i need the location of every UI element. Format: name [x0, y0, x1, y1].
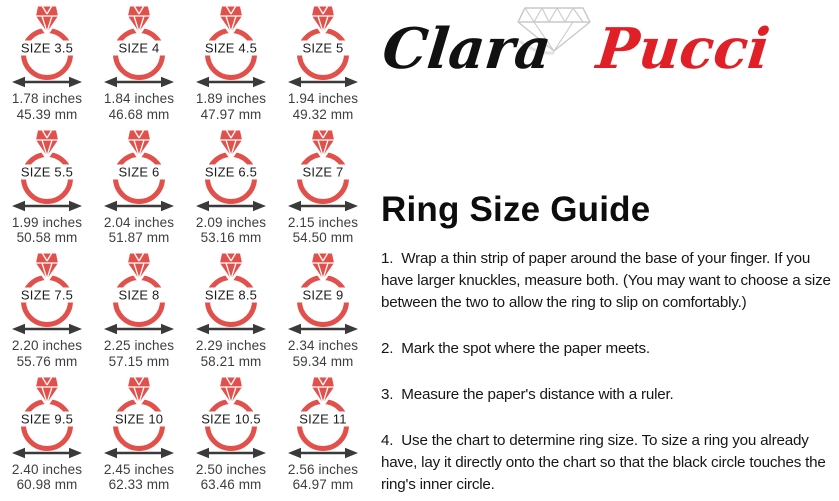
diameter-measurement: [1, 215, 93, 246]
diamond-ring-icon: [1, 127, 93, 213]
diamond-ring-icon: [185, 374, 277, 460]
size-label: SIZE 8: [118, 287, 160, 303]
diamond-ring-icon: [1, 3, 93, 89]
ring-size-cell: [185, 374, 277, 498]
size-label: SIZE 5: [302, 40, 344, 56]
diameter-mm: 64.97 mm: [292, 477, 354, 492]
diameter-mm: 53.16 mm: [200, 230, 262, 245]
diameter-mm: 63.46 mm: [200, 477, 262, 492]
diameter-mm: 60.98 mm: [16, 477, 78, 492]
brand-logo: [379, 0, 839, 110]
diamond-ring-icon: [93, 374, 185, 460]
diamond-ring-icon: [93, 3, 185, 89]
ring-size-cell: [185, 3, 277, 127]
diameter-measurement: [277, 338, 369, 369]
diamond-ring-icon: [277, 374, 369, 460]
diameter-mm: 54.50 mm: [292, 230, 354, 245]
size-label: SIZE 7.5: [20, 287, 74, 303]
step-text: Use the chart to determine ring size. To size a ring you already have, lay it directly onto the chart so that the black circle touches the ring's inner circle.: [381, 432, 826, 493]
diameter-measurement: [93, 91, 185, 122]
diameter-inches: 2.45 inches: [103, 461, 175, 477]
diameter-inches: 2.04 inches: [103, 214, 175, 230]
diameter-measurement: [93, 215, 185, 246]
size-label: SIZE 4.5: [204, 40, 258, 56]
diameter-measurement: [185, 338, 277, 369]
instruction-step-4: [381, 430, 839, 496]
diameter-measurement: [277, 462, 369, 493]
step-number: 4.: [381, 432, 394, 449]
size-label: SIZE 6.5: [204, 164, 258, 179]
ring-size-cell: [277, 374, 369, 498]
diamond-ring-icon: [277, 127, 369, 213]
diamond-ring-icon: [277, 3, 369, 89]
ring-size-cell: [1, 3, 93, 127]
ring-size-cell: [93, 250, 185, 374]
diameter-mm: 55.76 mm: [16, 353, 78, 369]
ring-size-cell: [277, 127, 369, 251]
info-panel: [379, 0, 839, 501]
diameter-measurement: [185, 91, 277, 122]
ring-size-cell: [93, 3, 185, 127]
diameter-inches: 2.09 inches: [195, 214, 267, 230]
instruction-step-3: [381, 384, 839, 406]
step-number: 3.: [381, 386, 394, 403]
diameter-inches: 2.25 inches: [103, 338, 175, 353]
ring-size-cell: [1, 250, 93, 374]
diameter-inches: 2.40 inches: [11, 461, 83, 477]
diameter-measurement: [277, 215, 369, 246]
diameter-inches: 2.50 inches: [195, 461, 267, 477]
diameter-measurement: [93, 338, 185, 369]
step-text: Measure the paper's distance with a ruler.: [401, 386, 674, 403]
ring-size-cell: [93, 374, 185, 498]
diamond-ring-icon: [93, 127, 185, 213]
brand-name-pucci: Pucci: [593, 16, 773, 82]
step-text: Mark the spot where the paper meets.: [401, 340, 650, 357]
diamond-ring-icon: [185, 250, 277, 336]
diameter-measurement: [185, 215, 277, 246]
size-label: SIZE 10.5: [201, 411, 261, 426]
diameter-mm: 62.33 mm: [108, 477, 170, 492]
size-label: SIZE 11: [299, 411, 347, 426]
diameter-mm: 45.39 mm: [16, 106, 78, 122]
size-label: SIZE 10: [114, 411, 164, 426]
size-label: SIZE 9: [302, 287, 344, 303]
diameter-mm: 59.34 mm: [292, 353, 354, 369]
diameter-measurement: [1, 462, 93, 493]
diameter-inches: 1.89 inches: [195, 91, 267, 106]
diameter-inches: 2.20 inches: [11, 338, 83, 353]
brand-name-clara: Clara: [379, 16, 555, 82]
diamond-ring-icon: [185, 3, 277, 89]
diameter-mm: 57.15 mm: [108, 353, 170, 369]
size-label: SIZE 3.5: [20, 40, 74, 56]
diamond-ring-icon: [1, 250, 93, 336]
diameter-inches: 2.15 inches: [287, 214, 359, 230]
diameter-measurement: [185, 462, 277, 493]
ring-size-cell: [277, 250, 369, 374]
diameter-inches: 1.94 inches: [287, 91, 359, 106]
diameter-measurement: [1, 338, 93, 369]
step-number: 2.: [381, 340, 394, 357]
diameter-inches: 2.56 inches: [287, 461, 359, 477]
ring-size-cell: [93, 127, 185, 251]
ring-size-cell: [185, 127, 277, 251]
size-label: SIZE 7: [302, 164, 344, 179]
ring-size-cell: [1, 374, 93, 498]
diamond-ring-icon: [277, 250, 369, 336]
instruction-step-2: [381, 338, 839, 360]
diamond-ring-icon: [1, 374, 93, 460]
ring-size-cell: [1, 127, 93, 251]
page-title: Ring Size Guide: [381, 190, 651, 229]
step-text: Wrap a thin strip of paper around the base of your finger. If you have larger knuckles, measure both. (You may want to choose a size between the two to allow the ring to slip on comfortably.): [381, 250, 831, 311]
diameter-mm: 46.68 mm: [108, 106, 170, 122]
diameter-inches: 1.78 inches: [11, 91, 83, 106]
ring-size-cell: [185, 250, 277, 374]
diameter-inches: 2.29 inches: [195, 338, 267, 353]
diamond-ring-icon: [185, 127, 277, 213]
instruction-steps: [381, 248, 839, 501]
instruction-step-1: [381, 248, 839, 314]
size-label: SIZE 5.5: [20, 164, 74, 179]
diameter-mm: 51.87 mm: [108, 230, 170, 245]
ring-size-cell: [277, 3, 369, 127]
diameter-measurement: [1, 91, 93, 122]
diameter-measurement: [277, 91, 369, 122]
diameter-inches: 2.34 inches: [287, 338, 359, 353]
diameter-mm: 47.97 mm: [200, 106, 262, 122]
diameter-inches: 1.84 inches: [103, 91, 175, 106]
diameter-mm: 50.58 mm: [16, 230, 78, 245]
size-label: SIZE 9.5: [20, 411, 74, 426]
size-label: SIZE 4: [118, 40, 160, 56]
diameter-mm: 58.21 mm: [200, 353, 262, 369]
diamond-ring-icon: [93, 250, 185, 336]
ring-size-grid: [1, 3, 369, 497]
diameter-measurement: [93, 462, 185, 493]
size-label: SIZE 6: [118, 164, 160, 179]
size-label: SIZE 8.5: [204, 287, 258, 303]
step-number: 1.: [381, 250, 394, 267]
diameter-mm: 49.32 mm: [292, 106, 354, 122]
diameter-inches: 1.99 inches: [11, 214, 83, 230]
